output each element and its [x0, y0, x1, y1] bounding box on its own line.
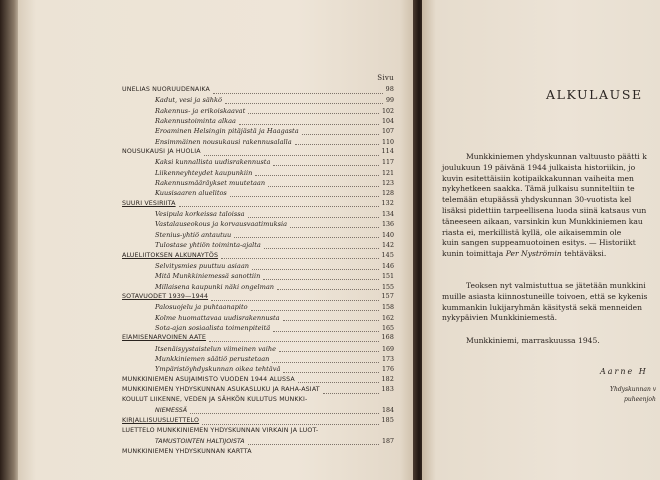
toc-leader-dots — [234, 231, 379, 238]
toc-entry-title: Rakennus- ja erikoiskaavat — [155, 106, 246, 115]
toc-leader-dots — [209, 335, 378, 342]
toc-row — [122, 447, 394, 457]
toc-page-number: 182 — [381, 375, 394, 383]
toc-row — [122, 323, 394, 333]
preface-line: kummankin lukijaryhmän käsitystä sekä menneiden — [442, 302, 642, 312]
signature-role: puheenjoh — [624, 396, 656, 403]
toc-row — [122, 230, 394, 240]
toc-entry-title: Millaisena kaupunki näki ongelman — [155, 282, 275, 291]
toc-entry-title: TAMUSTOINTEN HALTIJOISTA — [155, 437, 245, 445]
toc-page-number: 117 — [381, 159, 394, 167]
toc-page-number: 176 — [381, 366, 394, 374]
toc-page-number: 146 — [381, 262, 394, 270]
toc-leader-dots — [213, 87, 383, 94]
page-column-header: Sivu — [377, 74, 394, 82]
toc-entry-title: Ympäristöyhdyskunnan oikea tehtävä — [155, 365, 281, 374]
toc-leader-dots — [279, 345, 379, 352]
toc-rows — [122, 85, 394, 457]
toc-leader-dots — [302, 128, 379, 135]
toc-leader-dots — [283, 366, 379, 373]
toc-leader-dots — [298, 376, 379, 383]
toc-row — [122, 354, 394, 364]
toc-entry-title: ALUELIITOKSEN ALKUNAYTÖS — [122, 251, 219, 259]
toc-row — [122, 95, 394, 105]
toc-leader-dots — [268, 180, 379, 187]
toc-page-number: 132 — [381, 199, 394, 207]
toc-entry-title: Munkkiniemen säätiö perustetaan — [155, 354, 270, 363]
toc-row — [122, 240, 394, 250]
toc-entry-title: Kaksi kunnallista uudisrakennusta — [155, 158, 271, 167]
toc-leader-dots — [290, 221, 379, 228]
toc-entry-title: UNELIAS NUORUUDENAIKA — [122, 86, 211, 93]
toc-row — [122, 178, 394, 188]
toc-entry-title: Vastalauseokous ja korvausvaatimuksia — [155, 220, 288, 229]
toc-entry-title: KOULUT LIIKENNE, VEDEN JA SÄHKÖN KULUTUS MUNKKI- — [122, 396, 308, 404]
toc-leader-dots — [225, 97, 383, 104]
toc-page-number: 98 — [385, 86, 394, 93]
toc-row — [122, 137, 394, 147]
toc-leader-dots — [273, 325, 379, 332]
preface-line: kuvin esitettäisiin kotipaikkakunnan vaiheita men — [442, 173, 634, 183]
toc-entry-title: NOUSUKAUSI JA HUOLIA — [122, 148, 201, 156]
toc-row — [122, 344, 394, 354]
toc-entry-title: Tulostase yhtiön toiminta-ajalta — [155, 241, 261, 250]
toc-leader-dots — [239, 118, 379, 125]
toc-row — [122, 188, 394, 198]
signature-name: Aarne H — [600, 367, 648, 376]
toc-leader-dots — [248, 211, 379, 218]
toc-leader-dots — [190, 407, 379, 414]
toc-leader-dots — [230, 190, 379, 197]
toc-page-number: 165 — [381, 324, 394, 332]
toc-row — [122, 251, 394, 261]
toc-entry-title: Liikenneyhteydet kaupunkiin — [155, 168, 253, 177]
toc-entry-title: KIRJALLISUUSLUETTELO — [122, 417, 200, 424]
toc-page-number: 162 — [381, 314, 394, 322]
toc-leader-dots — [277, 283, 379, 290]
toc-page-number: 102 — [381, 107, 394, 115]
preface-line: kunin toimittaja Per Nyströmin tehtäväksi. — [442, 249, 607, 259]
toc-entry-title: Sota-ajan sosiaalista toimenpiteitä — [155, 323, 271, 332]
preface-line: lisäksi pidettiin tarpeellisena luoda siinä katsaus vun — [442, 205, 647, 215]
preface-line: riasta ei, merkillistä kyllä, ole aikaisemmin ole — [442, 227, 622, 237]
toc-entry-title: NIEMESSÄ — [155, 406, 188, 414]
preface-body — [442, 152, 660, 324]
toc-row — [122, 209, 394, 219]
toc-page-number: 155 — [381, 283, 394, 291]
toc-leader-dots — [323, 387, 379, 394]
toc-entry-title: MUNKKINIEMEN YHDYSKUNNAN KARTTA — [122, 448, 252, 456]
preface-line: kuin sangen suppeamuotoinen esitys. — Historiikt — [442, 238, 636, 248]
toc-row — [122, 261, 394, 271]
preface-line: nykyhetkeen saakka. Tämä julkaisu sunniteltiin te — [442, 184, 635, 194]
toc-page-number: 136 — [381, 221, 394, 229]
toc-row — [122, 375, 394, 385]
toc-entry-title: MUNKKINIEMEN YHDYSKUNNAN ASUKASLUKU JA RAHA-ASIAT — [122, 385, 320, 393]
toc-page-number: 185 — [381, 417, 394, 424]
toc-row — [122, 168, 394, 178]
toc-page-number: 140 — [381, 231, 394, 239]
preface-line: täneeseen aikaan, varsinkin kun Munkkiniemen kau — [442, 216, 643, 226]
toc-page-number: 184 — [381, 406, 394, 414]
toc-leader-dots — [295, 138, 379, 145]
toc-page-number: 145 — [381, 251, 394, 259]
toc-entry-title: Ensimmäinen nousukausi rakennusalalla — [155, 137, 292, 146]
toc-leader-dots — [211, 294, 378, 301]
toc-row — [122, 406, 394, 416]
toc-row — [122, 333, 394, 343]
toc-leader-dots — [264, 242, 379, 249]
toc-page-number: 104 — [381, 118, 394, 126]
toc-page-number: 110 — [381, 138, 394, 146]
toc-row — [122, 147, 394, 157]
toc-row — [122, 395, 394, 405]
toc-leader-dots — [283, 314, 379, 321]
toc-row — [122, 116, 394, 126]
toc-page-number: 168 — [381, 334, 394, 342]
toc-entry-title: Palosuojelu ja puhtaanapito — [155, 303, 248, 312]
toc-entry-title: LUETTELO MUNKKINIEMEN YHDYSKUNNAN VIRKAIN JA LUOT- — [122, 427, 319, 435]
toc-page-number: 169 — [381, 345, 394, 353]
toc-entry-title: Kuusisaaren aluelitos — [155, 189, 227, 198]
toc-entry-title: SUURI VESIRIITA — [122, 199, 176, 207]
preface-date: Munkkiniemi, marraskuussa 1945. — [466, 336, 600, 345]
toc-page-number: 142 — [381, 242, 394, 250]
preface-line: telemään etupäässä yhdyskunnan 30-vuotista kel — [442, 195, 632, 205]
toc-page-number: 123 — [381, 180, 394, 188]
toc-leader-dots — [263, 273, 379, 280]
book-left-edge — [0, 0, 20, 480]
preface-line: nykypäivien Munkkiniemestä. — [442, 313, 557, 323]
toc-leader-dots — [248, 438, 379, 445]
toc-leader-dots — [272, 356, 379, 363]
toc-entry-title: Kadut, vesi ja sähkö — [155, 96, 222, 105]
toc-row — [122, 199, 394, 209]
toc-entry-title: Vesipula korkeissa taloissa — [155, 210, 245, 219]
preface-line: muille asiasta kiinnostuneille toivoen, että se kykenis — [442, 291, 648, 301]
preface-line — [442, 260, 660, 281]
toc-page-number: 183 — [381, 385, 394, 393]
toc-row — [122, 85, 394, 95]
toc-entry-title: Selvitysmies puuttuu asiaan — [155, 261, 249, 270]
editor-name: Per Nyströmin — [505, 249, 562, 259]
toc-row — [122, 302, 394, 312]
toc-entry-title: Rakennustoiminta alkaa — [155, 117, 236, 126]
toc-row — [122, 385, 394, 395]
toc-row — [122, 219, 394, 229]
toc-leader-dots — [204, 149, 379, 156]
left-page — [18, 0, 416, 480]
toc-page-number: 151 — [381, 273, 394, 281]
toc-row — [122, 364, 394, 374]
toc-leader-dots — [252, 263, 379, 270]
toc-page-number: 134 — [381, 211, 394, 219]
toc-leader-dots — [251, 304, 379, 311]
toc-page-number: 114 — [381, 148, 394, 156]
toc-entry-title: Kolme huomattavaa uudisrakennusta — [155, 313, 280, 322]
toc-row — [122, 313, 394, 323]
toc-entry-title: Stenius-yhtiö antautuu — [155, 230, 232, 239]
toc-entry-title: MUNKKINIEMEN ASUJAIMISTO VUODEN 1944 ALUSSA — [122, 375, 295, 383]
toc-leader-dots — [273, 159, 379, 166]
preface-title: ALKULAUSE — [546, 87, 643, 102]
toc-page-number: 99 — [385, 97, 394, 105]
toc-page-number: 121 — [381, 169, 394, 177]
toc-page-number: 187 — [381, 437, 394, 445]
preface-line: Munkkiniemen yhdyskunnan valtuusto päätti k — [466, 152, 647, 161]
preface-line: Teoksen nyt valmistuttua se jätetään munkkini — [466, 280, 646, 290]
toc-row — [122, 106, 394, 116]
toc-entry-title: Rakennusmääräykset muutetaan — [155, 179, 266, 188]
toc-leader-dots — [248, 107, 379, 114]
toc-row — [122, 282, 394, 292]
toc-page-number: 173 — [381, 355, 394, 363]
signature-title: Yhdyskunnan v — [610, 386, 657, 393]
toc-page-number: 107 — [381, 128, 394, 136]
preface-line: joulukuun 19 päivänä 1944 julkaista historiikin, jo — [442, 162, 636, 172]
toc-entry-title: Mitä Munkkiniemessä sanottiin — [155, 272, 261, 281]
toc-leader-dots — [221, 252, 378, 259]
toc-row — [122, 157, 394, 167]
toc-entry-title: Eroaminen Helsingin pitäjästä ja Haagasta — [155, 127, 299, 136]
toc-entry-title: Itsenäisyystaistelun viimeinen vaihe — [155, 344, 276, 353]
toc-row — [122, 416, 394, 426]
toc-leader-dots — [255, 169, 379, 176]
toc-page-number: 157 — [381, 292, 394, 300]
toc-page-number: 158 — [381, 304, 394, 312]
toc-leader-dots — [179, 200, 379, 207]
toc-entry-title: ElAMISENARVOINEN AATE — [122, 334, 207, 342]
toc-row — [122, 126, 394, 136]
toc-row — [122, 271, 394, 281]
toc-row — [122, 292, 394, 302]
toc-entry-title: SOTAVUODET 1939—1944 — [122, 292, 209, 300]
toc-leader-dots — [202, 418, 378, 425]
toc-page-number: 128 — [381, 190, 394, 198]
toc-row — [122, 437, 394, 447]
toc-row — [122, 426, 394, 436]
